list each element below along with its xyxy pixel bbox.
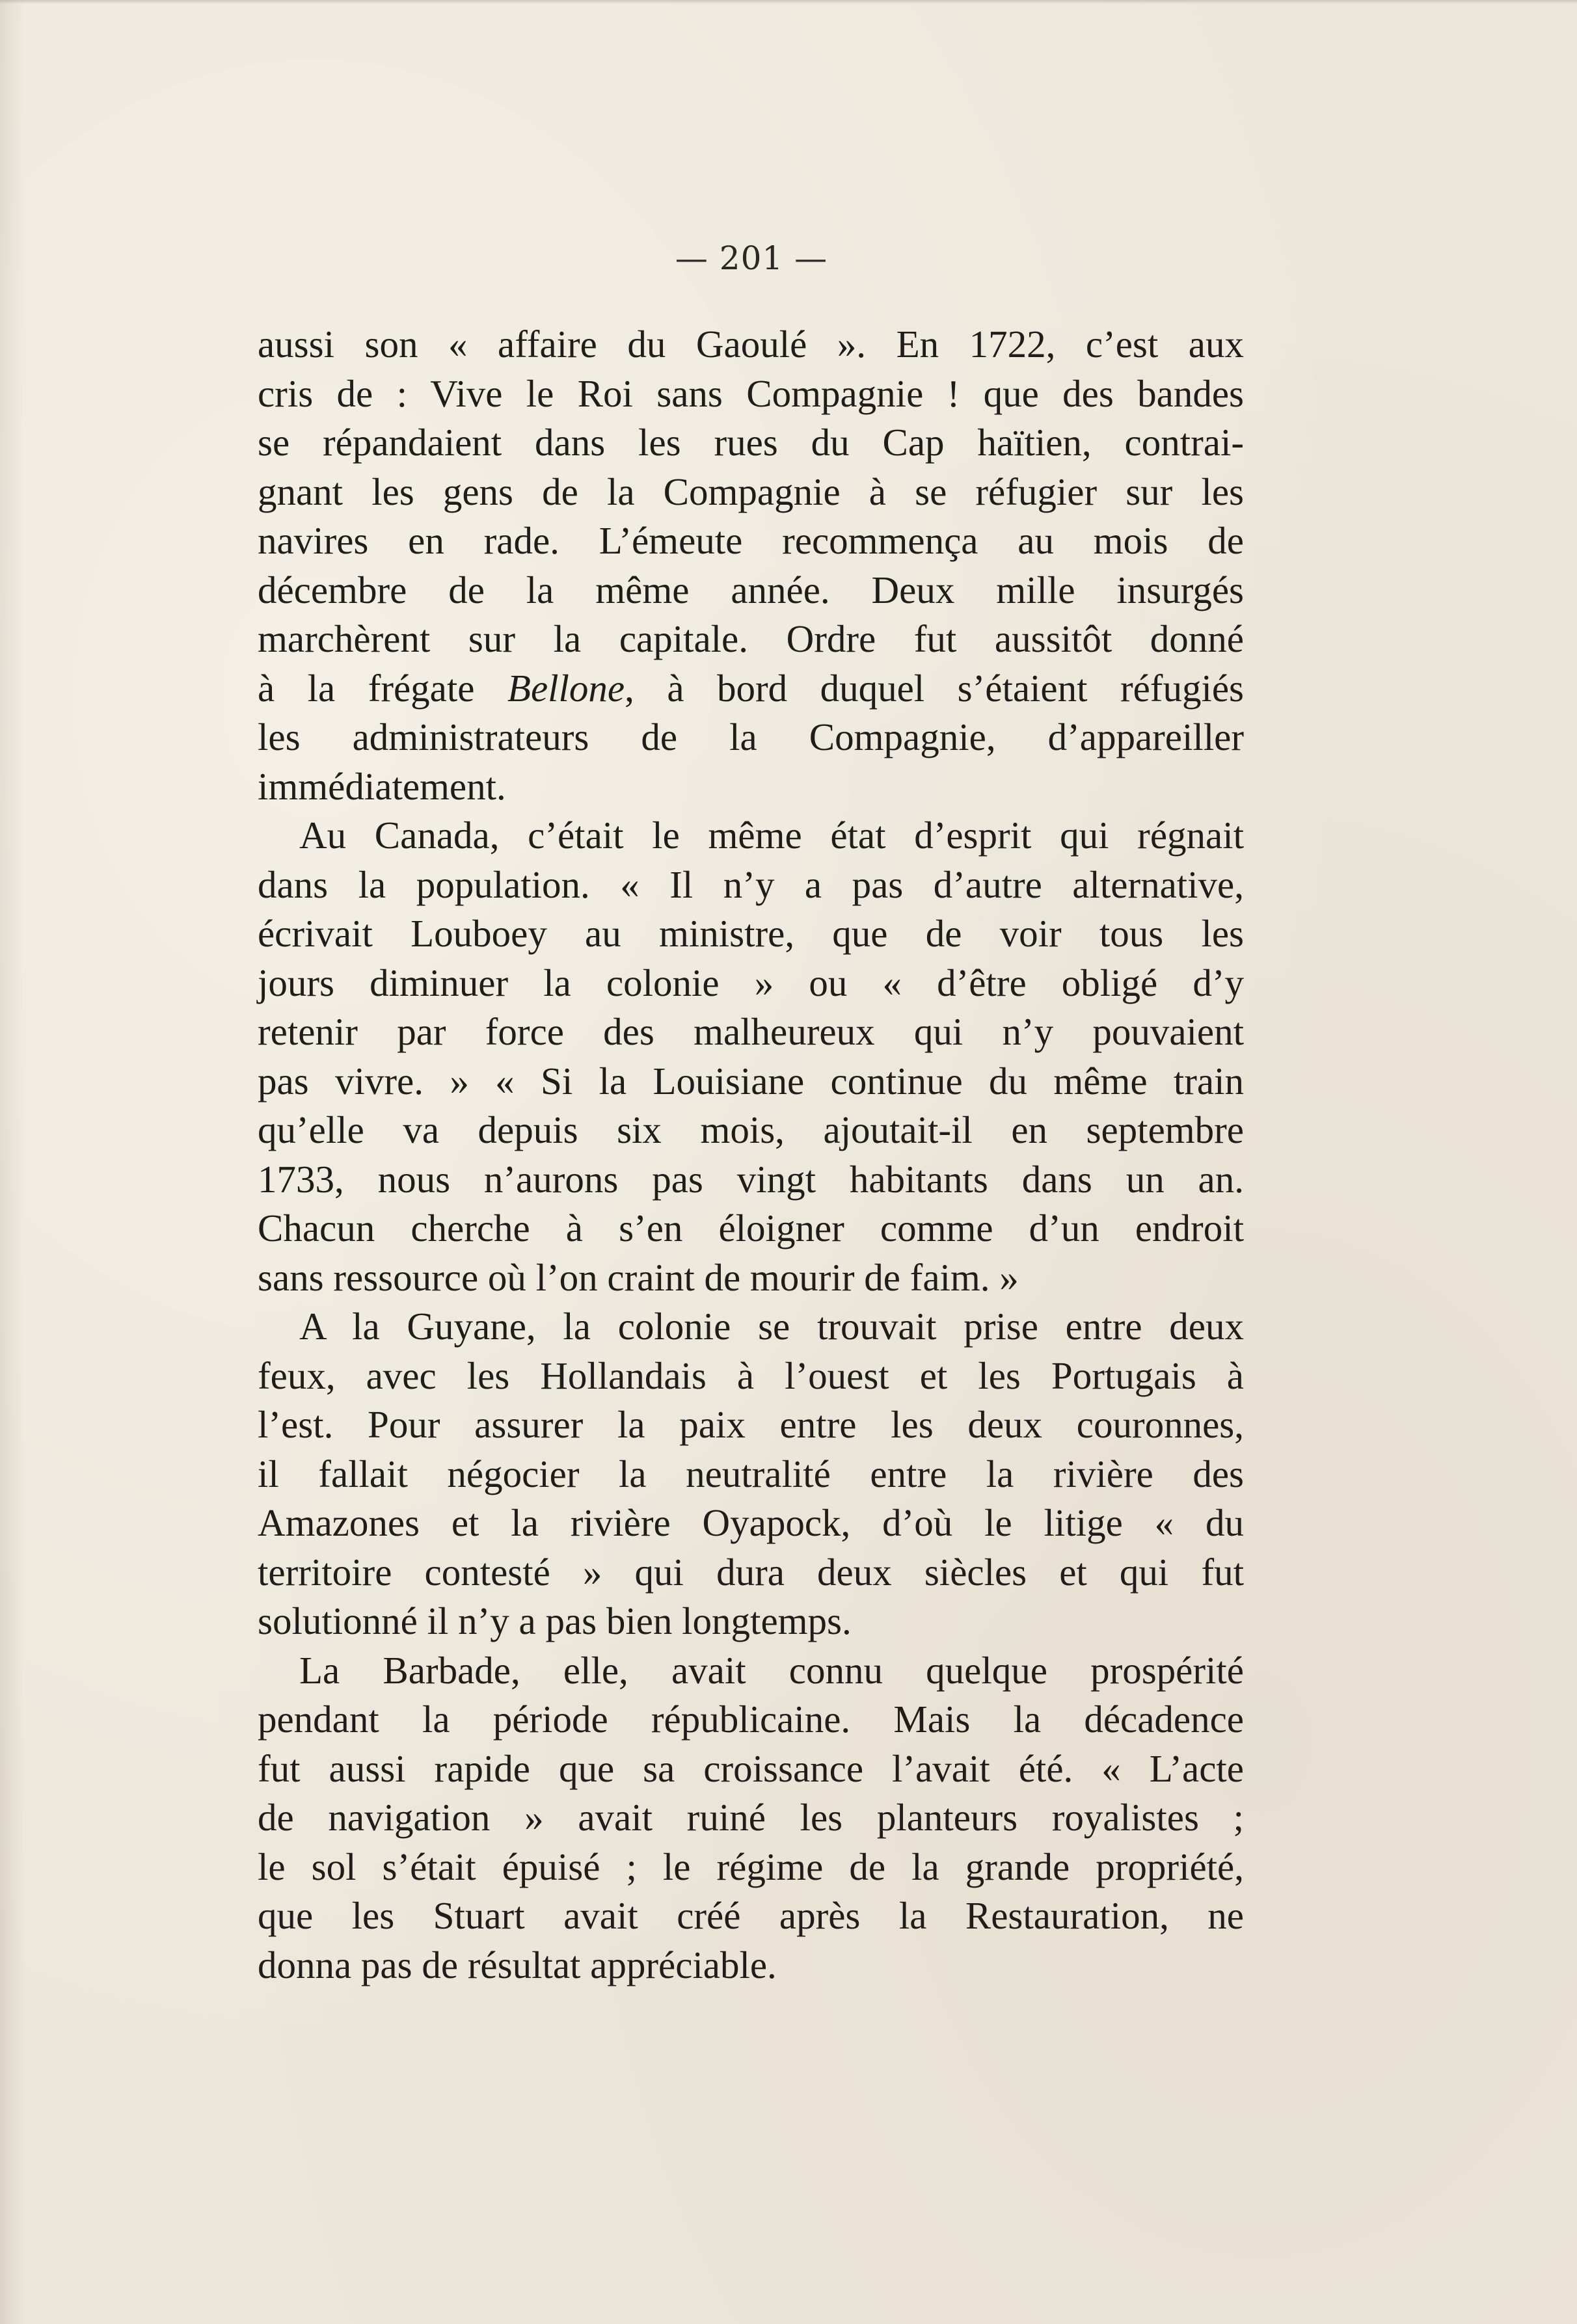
text-line: de navigation » avait ruiné les planteurs royalistes ; — [258, 1796, 1244, 1839]
text-line: aussi son « affaire du Gaoulé ». En 1722, c’est aux — [258, 323, 1244, 366]
paragraph-1 — [258, 320, 1244, 811]
text-line: immédiatement. — [258, 764, 506, 808]
text-line: La Barbade, elle, avait connu quelque prospérité — [299, 1648, 1244, 1692]
paragraph-3 — [258, 1302, 1244, 1646]
text-line: fut aussi rapide que sa croissance l’avait été. « L’acte — [258, 1746, 1244, 1790]
text-line: Chacun cherche à s’en éloigner comme d’un endroit — [258, 1207, 1244, 1249]
text-line: sans ressource où l’on craint de mourir de faim. » — [258, 1255, 1019, 1299]
text-line: A la Guyane, la colonie se trouvait prise entre deux — [299, 1305, 1244, 1348]
text-line: qu’elle va depuis six mois, ajoutait-il en septembre — [258, 1108, 1244, 1151]
text-line: pas vivre. » « Si la Louisiane continue du même train — [258, 1059, 1244, 1102]
text-line: dans la population. « Il n’y a pas d’autre alternative, — [258, 862, 1244, 906]
body-text — [258, 320, 1244, 1990]
text-line: territoire contesté » qui dura deux siècles et qui fut — [258, 1550, 1244, 1594]
text-line: à la frégate Bellone, à bord duquel s’étaient réfugiés — [258, 666, 1244, 710]
text-line: l’est. Pour assurer la paix entre les deux couronnes, — [258, 1403, 1244, 1446]
text-line: retenir par force des malheureux qui n’y pouvaient — [258, 1010, 1244, 1053]
text-line: navires en rade. L’émeute recommença au mois de — [258, 519, 1244, 562]
text-line: il fallait négocier la neutralité entre la rivière des — [258, 1452, 1244, 1495]
text-line: Au Canada, c’était le même état d’esprit qui régnait — [299, 814, 1244, 857]
text-line: marchèrent sur la capitale. Ordre fut aussitôt donné — [258, 617, 1244, 660]
text-line: gnant les gens de la Compagnie à se réfugier sur les — [258, 470, 1244, 513]
text-line: écrivait Louboey au ministre, que de voir tous les — [258, 912, 1244, 955]
text-line: jours diminuer la colonie » ou « d’être obligé d’y — [258, 961, 1244, 1004]
text-line: pendant la période républicaine. Mais la décadence — [258, 1698, 1244, 1741]
text-line: donna pas de résultat appréciable. — [258, 1943, 777, 1986]
page-number: — 201 — — [675, 239, 828, 277]
text-line: feux, avec les Hollandais à l’ouest et les Portugais à — [258, 1354, 1244, 1397]
ship-name: Bellone — [507, 666, 625, 710]
text-line: solutionné il n’y a pas bien longtemps. — [258, 1599, 852, 1642]
text-line: que les Stuart avait créé après la Restauration, ne — [258, 1894, 1244, 1937]
text-line: se répandaient dans les rues du Cap haïtien, contrai- — [258, 421, 1244, 464]
text-line: cris de : Vive le Roi sans Compagnie ! que des bandes — [258, 371, 1244, 415]
text-line: le sol s’était épuisé ; le régime de la grande propriété, — [258, 1845, 1244, 1888]
text-line: 1733, nous n’aurons pas vingt habitants dans un an. — [258, 1157, 1244, 1201]
text-line: Amazones et la rivière Oyapock, d’où le litige « du — [258, 1501, 1244, 1544]
paragraph-4 — [258, 1646, 1244, 1990]
text-line: décembre de la même année. Deux mille insurgés — [258, 568, 1244, 611]
page-top-edge — [0, 0, 1577, 4]
text-line: les administrateurs de la Compagnie, d’appareiller — [258, 715, 1244, 758]
paragraph-2 — [258, 811, 1244, 1302]
